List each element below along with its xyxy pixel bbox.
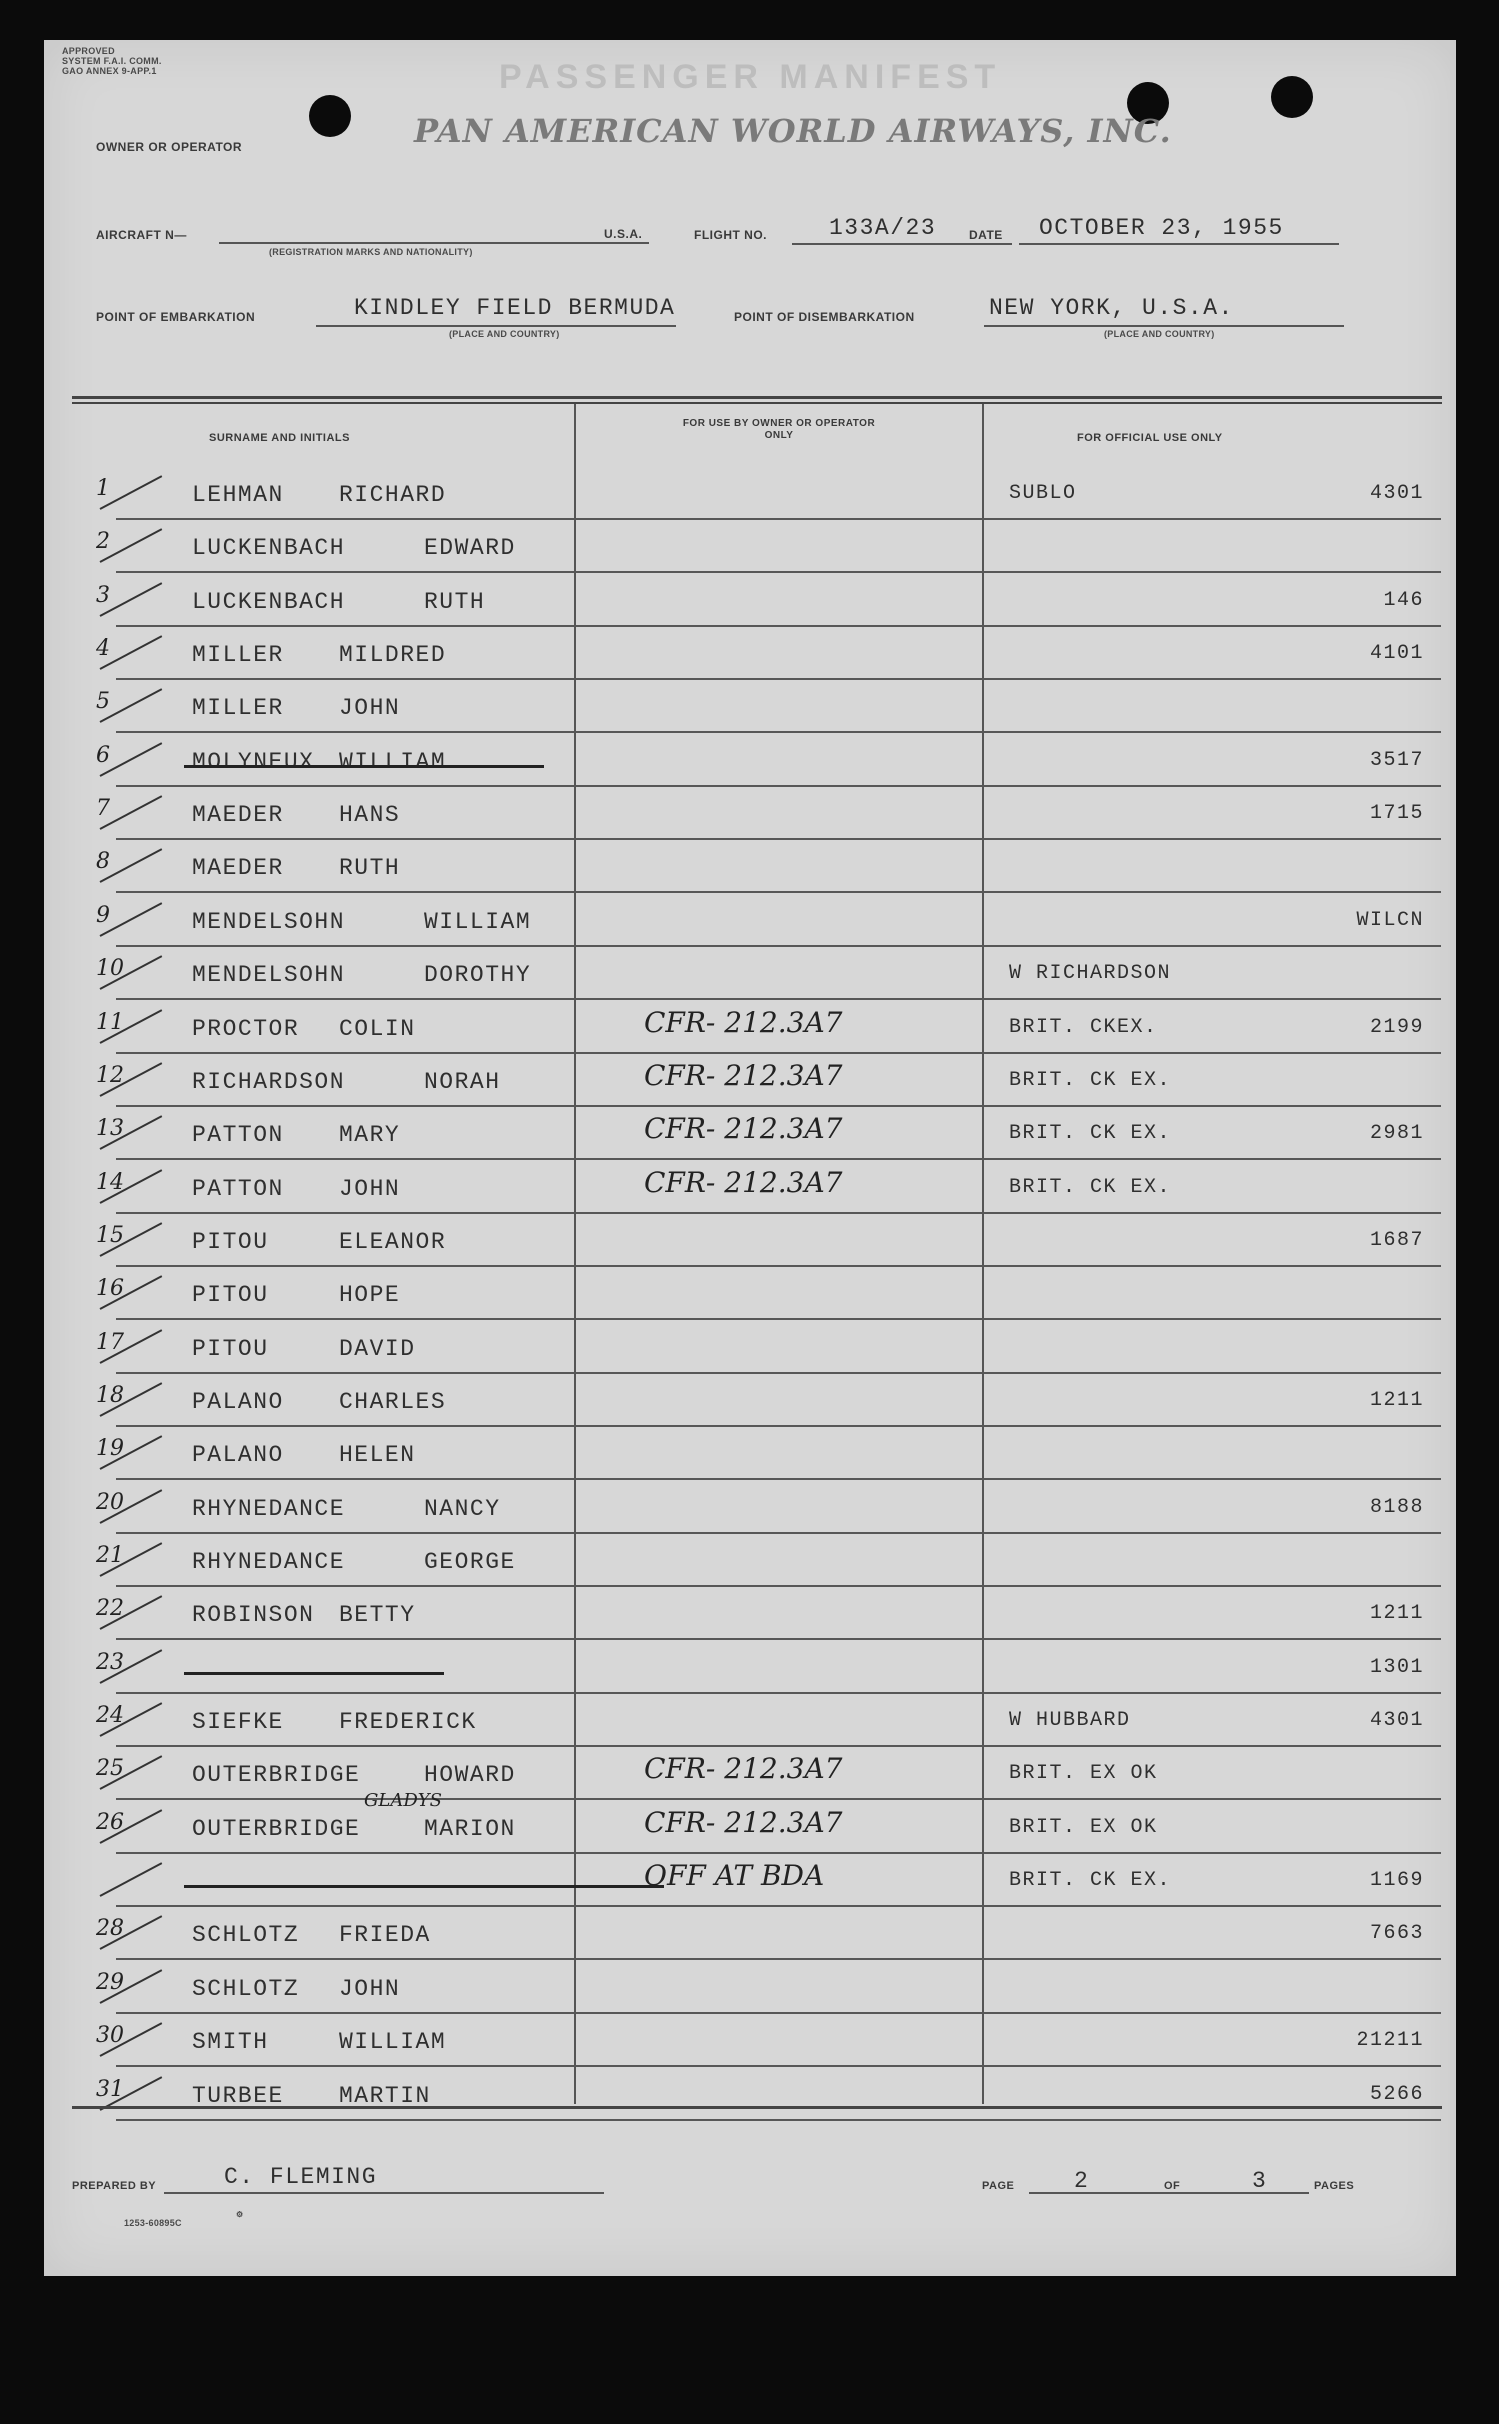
flight-label: FLIGHT NO. xyxy=(694,228,767,242)
passenger-given-name: HELEN xyxy=(339,1442,416,1469)
disembark-place: NEW YORK, U.S.A. xyxy=(989,295,1234,321)
check-mark xyxy=(100,1862,163,1897)
column-header-names: SURNAME AND INITIALS xyxy=(209,432,350,444)
row-number: 1 xyxy=(96,476,110,501)
official-code: 4301 xyxy=(1369,1709,1424,1733)
row-rule xyxy=(116,1745,1441,1747)
passenger-surname: PITOU xyxy=(192,1282,269,1309)
row-rule xyxy=(116,1798,1441,1800)
row-number: 21 xyxy=(96,1543,124,1568)
passenger-surname: PALANO xyxy=(192,1388,284,1415)
row-rule xyxy=(116,1318,1441,1320)
row-rule xyxy=(116,518,1441,520)
total-pages: 3 xyxy=(1252,2168,1268,2194)
owner-note: CFR- 212.3A7 xyxy=(644,1165,843,1199)
row-rule xyxy=(116,785,1441,787)
table-top-rule xyxy=(72,402,1442,404)
passenger-given-name: RUTH xyxy=(424,588,486,615)
row-rule xyxy=(116,1052,1441,1054)
official-note: W HUBBARD xyxy=(1009,1709,1131,1733)
passenger-given-name: ELEANOR xyxy=(339,1228,447,1255)
official-code: 1687 xyxy=(1369,1228,1424,1252)
row-rule xyxy=(116,998,1441,1000)
row-number: 22 xyxy=(96,1596,124,1622)
disembark-label: POINT OF DISEMBARKATION xyxy=(734,310,915,324)
row-number: 16 xyxy=(96,1276,124,1302)
row-number: 12 xyxy=(96,1062,124,1088)
passenger-given-name: NANCY xyxy=(424,1495,501,1522)
row-number: 4 xyxy=(96,636,110,662)
strike-through xyxy=(184,1885,664,1888)
passenger-given-name: GEORGE xyxy=(424,1549,516,1575)
row-number: 26 xyxy=(96,1809,124,1835)
manifest-sheet xyxy=(44,40,1456,2276)
passenger-given-name: MARY xyxy=(339,1122,401,1149)
passenger-given-name: FRIEDA xyxy=(339,1922,431,1949)
passenger-given-name: MARION xyxy=(424,1815,516,1842)
union-label-icon: ⚙ xyxy=(236,2210,244,2219)
row-rule xyxy=(116,678,1441,680)
row-rule xyxy=(116,731,1441,733)
passenger-surname: LUCKENBACH xyxy=(192,588,346,615)
punch-hole xyxy=(309,95,351,137)
flight-number: 133A/23 xyxy=(829,215,937,241)
underline xyxy=(1029,2192,1309,2194)
row-number: 30 xyxy=(96,2023,124,2049)
row-rule xyxy=(116,1958,1441,1960)
passenger-given-name: MILDRED xyxy=(339,642,447,669)
official-note: BRIT. CK EX. xyxy=(1009,1869,1172,1893)
passenger-given-name: EDWARD xyxy=(424,535,516,562)
passenger-surname: LUCKENBACH xyxy=(192,535,346,562)
row-number: 10 xyxy=(96,956,124,982)
owner-note: CFR- 212.3A7 xyxy=(644,1112,843,1146)
official-code: 4101 xyxy=(1369,642,1424,666)
table-top-rule xyxy=(72,396,1442,399)
row-rule xyxy=(116,1585,1441,1587)
passenger-given-name: HANS xyxy=(339,802,401,829)
row-number: 25 xyxy=(96,1756,124,1782)
usa-label: U.S.A. xyxy=(604,227,643,241)
punch-hole xyxy=(1271,76,1313,118)
row-rule xyxy=(116,1478,1441,1480)
official-code: 1211 xyxy=(1369,1602,1424,1626)
official-note: BRIT. EX OK xyxy=(1009,1762,1158,1786)
passenger-surname: MILLER xyxy=(192,695,284,722)
column-header-owner: FOR USE BY OWNER OR OPERATOR ONLY xyxy=(682,418,876,441)
approval-line: APPROVED xyxy=(62,46,115,56)
passenger-surname: PITOU xyxy=(192,1335,269,1362)
row-rule xyxy=(116,1372,1441,1374)
row-rule xyxy=(116,1212,1441,1214)
row-number: 5 xyxy=(96,689,110,715)
official-code: 21211 xyxy=(1356,2029,1424,2053)
official-code: 146 xyxy=(1383,588,1424,612)
row-rule xyxy=(116,1692,1441,1694)
page-number: 2 xyxy=(1074,2168,1090,2194)
official-code: 2199 xyxy=(1369,1015,1424,1039)
row-number: 9 xyxy=(96,902,110,928)
underline xyxy=(316,325,676,327)
passenger-surname: ROBINSON xyxy=(192,1602,315,1629)
official-code: 5266 xyxy=(1369,2082,1424,2106)
passenger-surname: PALANO xyxy=(192,1442,284,1469)
official-code: 8188 xyxy=(1369,1495,1424,1519)
passenger-surname: PITOU xyxy=(192,1228,269,1255)
row-rule xyxy=(116,1105,1441,1107)
official-note: BRIT. CK EX. xyxy=(1009,1175,1172,1199)
official-code: 1211 xyxy=(1369,1388,1424,1412)
row-rule xyxy=(116,2119,1441,2121)
passenger-surname: RHYNEDANCE xyxy=(192,1549,346,1575)
page-label: PAGE xyxy=(982,2180,1015,2192)
passenger-given-name: DOROTHY xyxy=(424,962,532,989)
passenger-surname: TURBEE xyxy=(192,2082,284,2109)
row-number: 20 xyxy=(96,1489,124,1515)
passenger-surname: PROCTOR xyxy=(192,1015,300,1042)
embark-place: KINDLEY FIELD BERMUDA xyxy=(354,295,676,321)
passenger-surname: MENDELSOHN xyxy=(192,962,346,989)
prepared-by: C. FLEMING xyxy=(224,2164,378,2190)
place-caption: (PLACE AND COUNTRY) xyxy=(449,329,560,339)
row-rule xyxy=(116,1425,1441,1427)
official-code: 2981 xyxy=(1369,1122,1424,1146)
underline xyxy=(1019,243,1339,245)
airline-name: PAN AMERICAN WORLD AIRWAYS, INC. xyxy=(414,112,1172,150)
row-number: 29 xyxy=(96,1969,124,1995)
official-note: BRIT. CK EX. xyxy=(1009,1122,1172,1146)
passenger-given-name: BETTY xyxy=(339,1602,416,1629)
prepared-label: PREPARED BY xyxy=(72,2180,157,2192)
passenger-given-name: HOWARD xyxy=(424,1762,516,1789)
owner-note: CFR- 212.3A7 xyxy=(644,1752,843,1786)
passenger-given-name: RICHARD xyxy=(339,482,447,508)
row-rule xyxy=(116,2065,1441,2067)
official-code: WILCN xyxy=(1356,908,1424,932)
passenger-surname: PATTON xyxy=(192,1122,284,1149)
row-number: 31 xyxy=(96,2076,124,2102)
strike-through xyxy=(184,1672,444,1675)
pages-label: PAGES xyxy=(1314,2180,1355,2192)
official-code: 3517 xyxy=(1369,748,1424,772)
of-label: OF xyxy=(1164,2180,1181,2192)
passenger-given-name: WILLIAM xyxy=(339,748,447,775)
aircraft-label: AIRCRAFT N— xyxy=(96,228,187,242)
passenger-surname: MENDELSOHN xyxy=(192,908,346,935)
row-number: 13 xyxy=(96,1116,124,1142)
owner-label: OWNER OR OPERATOR xyxy=(96,140,243,154)
date-label: DATE xyxy=(969,228,1003,242)
passenger-surname: SIEFKE xyxy=(192,1709,284,1736)
row-rule xyxy=(116,1265,1441,1267)
official-code: 1715 xyxy=(1369,802,1424,826)
official-note: BRIT. CKEX. xyxy=(1009,1015,1158,1039)
row-rule xyxy=(116,1638,1441,1640)
row-rule xyxy=(116,1905,1441,1907)
row-number: 3 xyxy=(96,582,110,608)
passenger-given-name: JOHN xyxy=(339,695,401,722)
row-number: 19 xyxy=(96,1436,124,1462)
row-rule xyxy=(116,2012,1441,2014)
row-number: 15 xyxy=(96,1222,124,1248)
handwritten-annotation: GLADYS xyxy=(364,1789,442,1811)
approval-line: SYSTEM F.A.I. COMM. xyxy=(62,56,162,66)
official-note: BRIT. EX OK xyxy=(1009,1815,1158,1839)
row-rule xyxy=(116,571,1441,573)
owner-note: CFR- 212.3A7 xyxy=(644,1005,843,1039)
row-number: 11 xyxy=(96,1009,124,1035)
official-code: 4301 xyxy=(1369,482,1424,505)
flight-date: OCTOBER 23, 1955 xyxy=(1039,215,1284,241)
registration-caption: (REGISTRATION MARKS AND NATIONALITY) xyxy=(269,247,473,257)
underline xyxy=(984,325,1344,327)
passenger-surname: RICHARDSON xyxy=(192,1068,346,1095)
passenger-surname: MAEDER xyxy=(192,855,284,882)
official-note: W RICHARDSON xyxy=(1009,962,1172,986)
place-caption: (PLACE AND COUNTRY) xyxy=(1104,329,1215,339)
passenger-surname: SCHLOTZ xyxy=(192,1975,300,2002)
passenger-surname: SMITH xyxy=(192,2029,269,2056)
passenger-surname: MILLER xyxy=(192,642,284,669)
passenger-given-name: WILLIAM xyxy=(339,2029,447,2056)
passenger-given-name: MARTIN xyxy=(339,2082,431,2109)
manifest-title: PASSENGER MANIFEST xyxy=(499,58,1002,96)
passenger-surname: RHYNEDANCE xyxy=(192,1495,346,1522)
passenger-surname: MOLYNEUX xyxy=(192,748,315,775)
table-bottom-rule xyxy=(72,2106,1442,2109)
passenger-given-name: NORAH xyxy=(424,1068,501,1095)
approval-line: GAO ANNEX 9-APP.1 xyxy=(62,66,157,76)
strike-through xyxy=(184,765,544,768)
passenger-surname: OUTERBRIDGE xyxy=(192,1815,361,1842)
form-number: 1253-60895C xyxy=(124,2218,182,2228)
row-rule xyxy=(116,625,1441,627)
row-number: 24 xyxy=(96,1703,124,1729)
underline xyxy=(219,242,649,244)
official-note: SUBLO xyxy=(1009,482,1077,505)
passenger-surname: OUTERBRIDGE xyxy=(192,1762,361,1789)
column-header-official: FOR OFFICIAL USE ONLY xyxy=(1077,432,1223,444)
passenger-given-name: COLIN xyxy=(339,1015,416,1042)
row-number: 23 xyxy=(96,1649,124,1675)
row-number: 17 xyxy=(96,1329,124,1355)
passenger-given-name: DAVID xyxy=(339,1335,416,1362)
underline xyxy=(164,2192,604,2194)
row-number: 2 xyxy=(96,529,110,555)
underline xyxy=(792,243,1012,245)
passenger-given-name: JOHN xyxy=(339,1975,401,2002)
passenger-given-name: HOPE xyxy=(339,1282,401,1309)
row-number: 6 xyxy=(96,742,110,768)
owner-note: CFR- 212.3A7 xyxy=(644,1058,843,1092)
passenger-surname: SCHLOTZ xyxy=(192,1922,300,1949)
passenger-given-name: WILLIAM xyxy=(424,908,532,935)
row-number: 28 xyxy=(96,1916,124,1942)
official-code: 7663 xyxy=(1369,1922,1424,1946)
column-divider xyxy=(982,404,984,2104)
row-number: 8 xyxy=(96,849,110,875)
row-rule xyxy=(116,1158,1441,1160)
row-number: 14 xyxy=(96,1169,124,1195)
row-rule xyxy=(116,891,1441,893)
row-rule xyxy=(116,838,1441,840)
passenger-surname: PATTON xyxy=(192,1175,284,1202)
passenger-given-name: FREDERICK xyxy=(339,1709,477,1736)
embark-label: POINT OF EMBARKATION xyxy=(96,310,256,324)
row-rule xyxy=(116,1532,1441,1534)
owner-note: OFF AT BDA xyxy=(644,1859,825,1893)
row-number: 7 xyxy=(96,796,110,822)
passenger-given-name: RUTH xyxy=(339,855,401,882)
official-note: BRIT. CK EX. xyxy=(1009,1068,1172,1092)
passenger-given-name: CHARLES xyxy=(339,1388,447,1415)
row-rule xyxy=(116,1852,1441,1854)
official-code: 1169 xyxy=(1369,1869,1424,1893)
owner-note: CFR- 212.3A7 xyxy=(644,1805,843,1839)
column-divider xyxy=(574,404,576,2104)
row-number: 18 xyxy=(96,1382,124,1408)
passenger-surname: MAEDER xyxy=(192,802,284,829)
passenger-surname: LEHMAN xyxy=(192,482,284,508)
passenger-given-name: JOHN xyxy=(339,1175,401,1202)
row-rule xyxy=(116,945,1441,947)
official-code: 1301 xyxy=(1369,1655,1424,1679)
